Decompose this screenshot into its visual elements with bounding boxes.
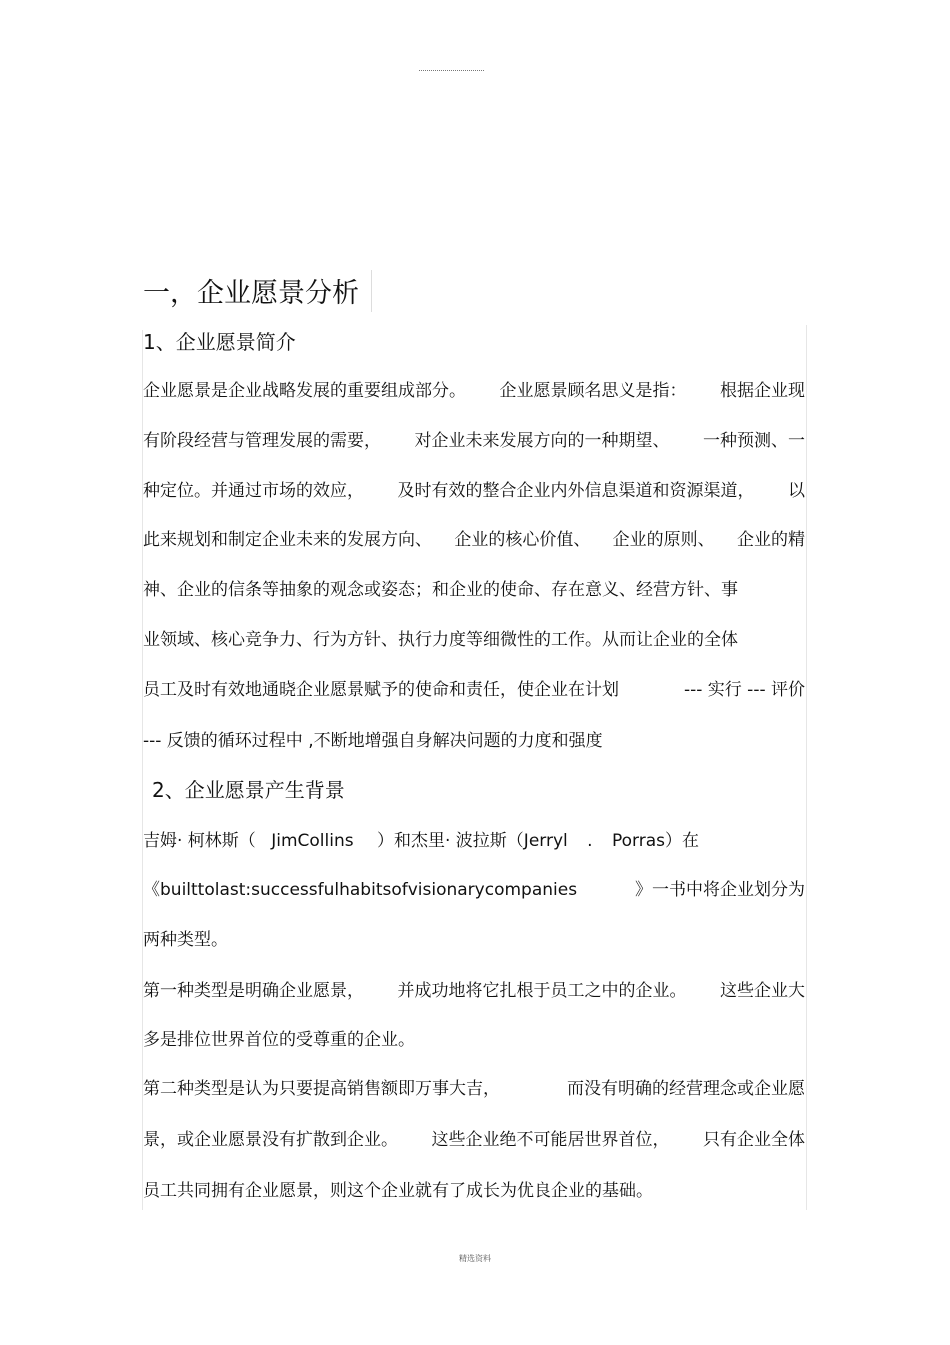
text-segment: 《builttolast:successfulhabitsofvisionarycompanies (143, 880, 578, 900)
text-segment: 员工共同拥有企业愿景，则这个企业就有了成长为优良企业的基础。 (143, 1181, 653, 1201)
text-segment: --- 反馈的循环过程中 ,不断地增强自身解决问题的力度和强度 (143, 731, 603, 751)
section2-line-6 (143, 1077, 805, 1101)
text-segment: 根据企业现 (720, 381, 805, 401)
section2-line-5 (143, 1028, 415, 1052)
text-segment: 企业愿景是企业战略发展的重要组成部分。 (143, 381, 466, 401)
section2-line-8 (143, 1179, 653, 1203)
section2-line-2 (143, 878, 805, 902)
text-segment: . (587, 831, 593, 851)
text-segment: 有阶段经营与管理发展的需要， (143, 431, 381, 451)
text-segment: 员工及时有效地通晓企业愿景赋予的使命和责任，使企业在计划 (143, 680, 619, 700)
section1-title: 1、企业愿景简介 (143, 330, 296, 354)
section1-line-4 (143, 528, 805, 552)
text-segment: 而没有明确的经营理念或企业愿 (567, 1079, 805, 1099)
section1-line-6 (143, 628, 738, 652)
section1-line-5 (143, 578, 738, 602)
text-segment: 多是排位世界首位的受尊重的企业。 (143, 1030, 415, 1050)
text-segment: 景，或企业愿景没有扩散到企业。 (143, 1130, 398, 1150)
text-segment: 业领域、核心竞争力、行为方针、执行力度等细微性的工作。从而让企业的全体 (143, 630, 738, 650)
text-segment: 两种类型。 (143, 930, 228, 950)
text-segment: 企业的原则、 (612, 530, 715, 550)
section1-line-3 (143, 479, 805, 503)
text-segment: 吉姆· 柯林斯（ (143, 831, 256, 851)
text-segment: 此来规划和制定企业未来的发展方向、 (143, 530, 432, 550)
section1-line-2 (143, 429, 805, 453)
frame-right-border (806, 325, 807, 1210)
section2-line-7 (143, 1128, 805, 1152)
section2-line-4 (143, 979, 805, 1003)
text-segment: 》一书中将企业划分为 (635, 880, 805, 900)
text-segment: 对企业未来发展方向的一种期望、 (414, 431, 670, 451)
text-segment: 及时有效的整合企业内外信息渠道和资源渠道， (397, 481, 755, 501)
text-segment: 第一种类型是明确企业愿景， (143, 981, 364, 1001)
text-segment: JimCollins (271, 831, 354, 851)
page-title: 一，企业愿景分析 (143, 278, 359, 309)
text-segment: 一种预测、一 (703, 431, 805, 451)
text-segment: 只有企业全体 (703, 1130, 805, 1150)
text-segment: 种定位。并通过市场的效应， (143, 481, 364, 501)
text-segment: Porras）在 (611, 831, 699, 851)
section1-line-1 (143, 379, 805, 403)
text-segment: ）和杰里· 波拉斯（Jerryl (377, 831, 568, 851)
section1-line-7 (143, 678, 805, 702)
top-dotted-rule (419, 70, 484, 71)
text-segment: 以 (788, 481, 805, 501)
section1-line-8 (143, 729, 603, 753)
text-segment: 这些企业绝不可能居世界首位， (431, 1130, 670, 1150)
text-segment: 企业的核心价值、 (454, 530, 591, 550)
text-segment: 第二种类型是认为只要提高销售额即万事大吉， (143, 1079, 500, 1099)
text-segment: 企业愿景顾名思义是指： (499, 381, 687, 401)
page-footer: 精选资料 (459, 1254, 491, 1263)
section2-title: 2、企业愿景产生背景 (152, 778, 345, 802)
text-segment: 这些企业大 (720, 981, 805, 1001)
section2-line-3 (143, 928, 228, 952)
text-segment: 神、企业的信条等抽象的观念或姿态；和企业的使命、存在意义、经营方针、事 (143, 580, 738, 600)
text-segment: 并成功地将它扎根于员工之中的企业。 (397, 981, 687, 1001)
text-segment: --- 实行 --- 评价 (683, 680, 805, 700)
text-segment: 企业的精 (736, 530, 805, 550)
section2-line-1 (143, 829, 699, 853)
